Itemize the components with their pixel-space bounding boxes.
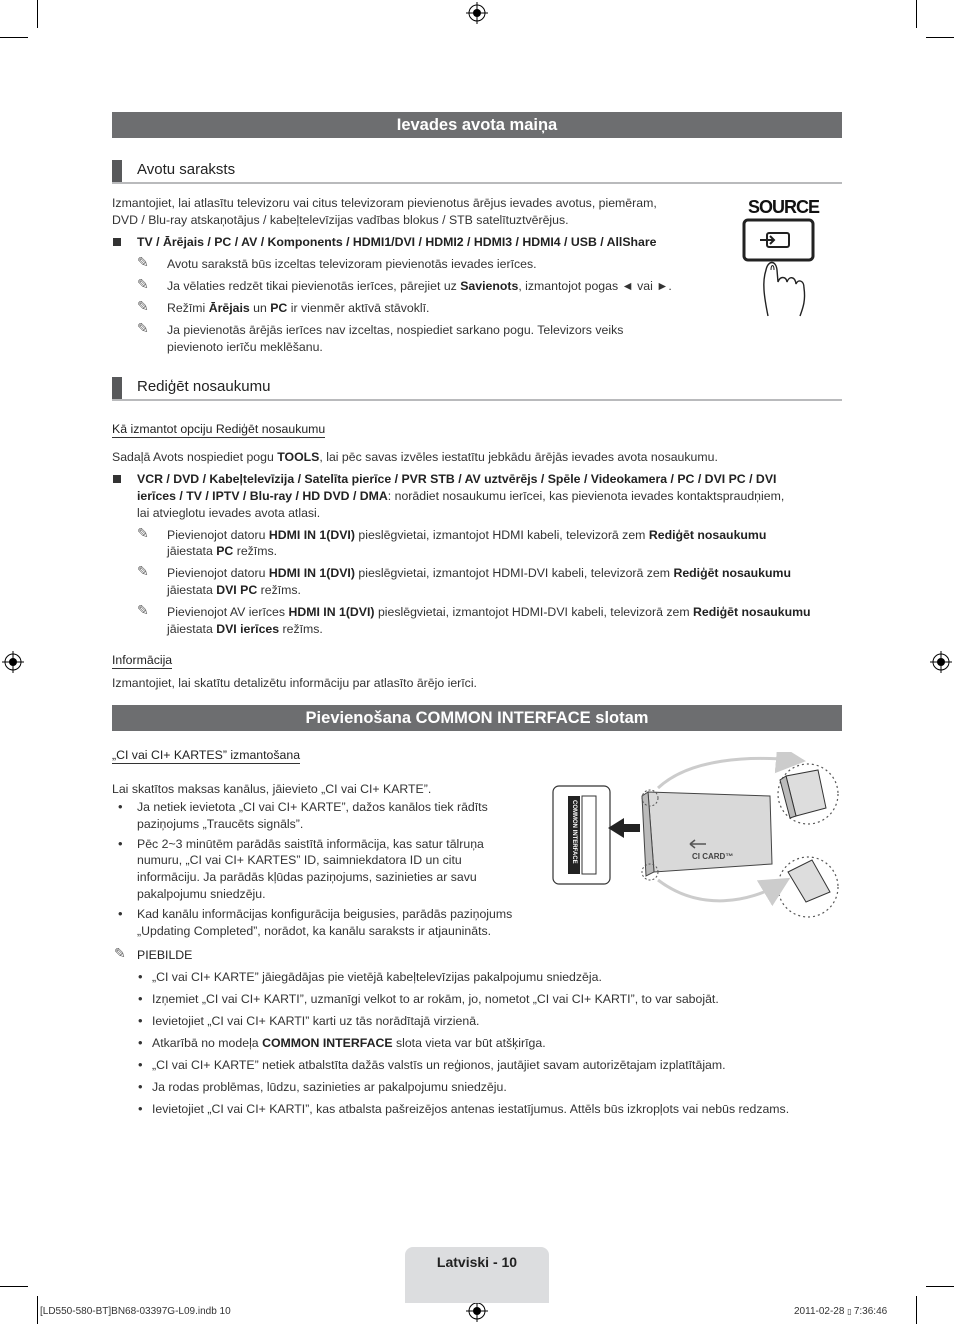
crop-mark [926,1286,954,1287]
round-bullet: • [138,1101,143,1116]
info-heading: Informācija [112,653,173,667]
note-item: Atkarībā no modeļa COMMON INTERFACE slota vieta var būt atšķirīga. [152,1036,546,1050]
note-pencil-icon: ✎ [137,602,149,618]
note-pencil-icon: ✎ [137,298,149,314]
crop-mark [916,1296,917,1324]
note-text: Pievienojot datoru HDMI IN 1(DVI) pieslēgvietai, izmantojot HDMI kabeli, televizorā zem Rediģēt nosaukumu [167,528,767,542]
source-button-label: SOURCE [748,197,820,217]
bullet-text: Pēc 2~3 minūtēm parādās saistītā informācija, kas satur tālruņa [137,837,484,851]
round-bullet: • [138,1057,143,1072]
note-item: Ievietojiet „CI vai CI+ KARTI” karti uz tās norādītajā virzienā. [152,1014,480,1028]
bullet-text: Ja netiek ievietota „CI vai CI+ KARTE”, dažos kanālos tiek rādīts [137,800,488,814]
slot-label: COMMON INTERFACE [571,800,577,864]
crop-mark [916,0,917,28]
note-item: Ja rodas problēmas, lūdzu, sazinieties ar pakalpojumu sniedzēju. [152,1080,507,1094]
subsection-title: Rediģēt nosaukumu [137,378,271,395]
note-pencil-icon: ✎ [137,320,149,336]
ci-card-usage-heading: „CI vai CI+ KARTES” izmantošana [112,748,301,762]
slot-label-wrap [569,800,583,872]
round-bullet: • [118,836,123,851]
ci-card-illustration-icon [550,752,842,922]
note-pencil-icon: ✎ [114,945,126,961]
section-title-source: Ievades avota maiņa [112,112,842,138]
body-text: Izmantojiet, lai atlasītu televizoru vai citus televizoram pievienotus ārējus ievades avotus, piemēram, [112,196,657,210]
crop-mark [926,37,954,38]
note-text: Ja vēlaties redzēt tikai pievienotās ierīces, pārejiet uz Savienots, izmantojot pogas ◄ vai ►. [167,279,672,293]
subsection-marker [112,160,122,182]
page-number: Latviski - 10 [436,1254,518,1270]
round-bullet: • [118,799,123,814]
note-text: Režīmi Ārējais un PC ir vienmēr aktīvā stāvoklī. [167,301,430,315]
bullet-text: Kad kanālu informācijas konfigurācija beigusies, parādās paziņojums [137,907,513,921]
round-bullet: • [138,1035,143,1050]
subsection-marker [112,377,122,399]
note-text: Ja pievienotās ārējās ierīces nav izceltas, nospiediet sarkano pogu. Televizors veiks [167,323,624,337]
subsection-title: Avotu saraksts [137,161,236,178]
note-text: Avotu sarakstā būs izceltas televizoram pievienotās ievades ierīces. [167,257,537,271]
source-list-item: TV / Ārējais / PC / AV / Komponents / HDMI1/DVI / HDMI2 / HDMI3 / HDMI4 / USB / AllShare [137,235,657,249]
round-bullet: • [138,969,143,984]
body-text: Lai skatītos maksas kanālus, jāievieto „CI vai CI+ KARTE”. [112,782,432,796]
bullet-text: paziņojums „Traucēts signāls”. [137,817,304,831]
note-item: „CI vai CI+ KARTE” jāiegādājas pie vietējā kabeļtelevīzijas pakalpojumu sniedzēja. [152,970,602,984]
crop-mark [37,0,38,28]
note-text: jāiestata DVI ierīces režīms. [167,622,323,636]
crop-mark [37,1296,38,1324]
round-bullet: • [138,1013,143,1028]
clock-icon: ▯ [847,1307,854,1316]
crop-mark [0,37,28,38]
note-pencil-icon: ✎ [137,276,149,292]
note-item: „CI vai CI+ KARTE” netiek atbalstīta dažās valstīs un reģionos, jautājiet savam autorizētajam izplatītājam. [152,1058,726,1072]
registration-mark-icon [930,651,952,673]
device-list-item: VCR / DVD / Kabeļtelevīzija / Satelīta pierīce / PVR STB / AV uztvērējs / Spēle / Videokamera / PC / DVI PC / DVI [137,472,777,486]
note-text: jāiestata PC režīms. [167,544,278,558]
registration-mark-icon [466,1300,488,1322]
body-text: DVD / Blu-ray atskaņotājus / kabeļtelevīzijas vadības blokus / STB satelītuztvērējus. [112,213,569,227]
bullet-text: pakalpojumu sniedzēju. [137,887,266,901]
body-text: Izmantojiet, lai skatītu detalizētu informāciju par atlasīto ārējo ierīci. [112,676,477,690]
round-bullet: • [138,991,143,1006]
note-pencil-icon: ✎ [137,563,149,579]
registration-mark-icon [466,2,488,24]
square-bullet [113,238,121,246]
note-pencil-icon: ✎ [137,525,149,541]
crop-mark [0,1286,28,1287]
ci-card-label: CI CARD™ [692,852,734,861]
section-title-common-interface: Pievienošana COMMON INTERFACE slotam [112,705,842,731]
note-text: Pievienojot AV ierīces HDMI IN 1(DVI) pieslēgvietai, izmantojot HDMI-DVI kabeli, televizorā zem Rediģēt nosaukumu [167,605,811,619]
body-text: Sadaļā Avots nospiediet pogu TOOLS, lai pēc savas izvēles iestatītu jebkādu ārējās ievades avota nosaukumu. [112,450,718,464]
subsection-source-list [112,160,842,184]
bullet-text: „Updating Completed”, norādot, ka kanālu saraksts ir atjaunināts. [137,924,492,938]
note-text: pievienoto ierīču meklēšanu. [167,340,323,354]
round-bullet: • [118,906,123,921]
note-text: Pievienojot datoru HDMI IN 1(DVI) pieslēgvietai, izmantojot HDMI-DVI kabeli, televizorā zem Rediģēt nosaukumu [167,566,791,580]
page-number-tab [405,1247,549,1303]
round-bullet: • [138,1079,143,1094]
bullet-text: informāciju. Ja parādās kļūdas paziņojums, sazinieties ar savu [137,870,477,884]
square-bullet [113,475,121,483]
note-text: jāiestata DVI PC režīms. [167,583,301,597]
note-item: Ievietojiet „CI vai CI+ KARTI”, kas atbalsta pašreizējos antenas iestatījumus. Attēls būs izkropļots vai nebūs redzams. [152,1102,790,1116]
note-pencil-icon: ✎ [137,254,149,270]
note-label: PIEBILDE [137,948,193,962]
bullet-text: numuru, „CI vai CI+ KARTES” ID, saimniekdatora ID un citu [137,853,462,867]
subsection-edit-name [112,377,842,401]
device-list-item: ierīces / TV / IPTV / Blu-ray / HD DVD / DMA: norādiet nosaukumu ierīcei, kas pievienota ievades kontaktspraudņiem, [137,489,785,503]
registration-mark-icon [2,651,24,673]
note-item: Izņemiet „CI vai CI+ KARTI”, uzmanīgi velkot to ar rokām, jo, nometot „CI vai CI+ KARTI”, to var sabojāt. [152,992,719,1006]
device-list-item: lai atvieglotu ievades avota atlasi. [137,506,321,520]
footer-filename: [LD550-580-BT]BN68-03397G-L09.indb 10 [40,1306,231,1317]
footer-timestamp: 2011-02-28 ▯ 7:36:46 [794,1306,888,1317]
source-button-hand-icon [740,216,818,318]
edit-name-howto-heading: Kā izmantot opciju Rediģēt nosaukumu [112,422,326,436]
